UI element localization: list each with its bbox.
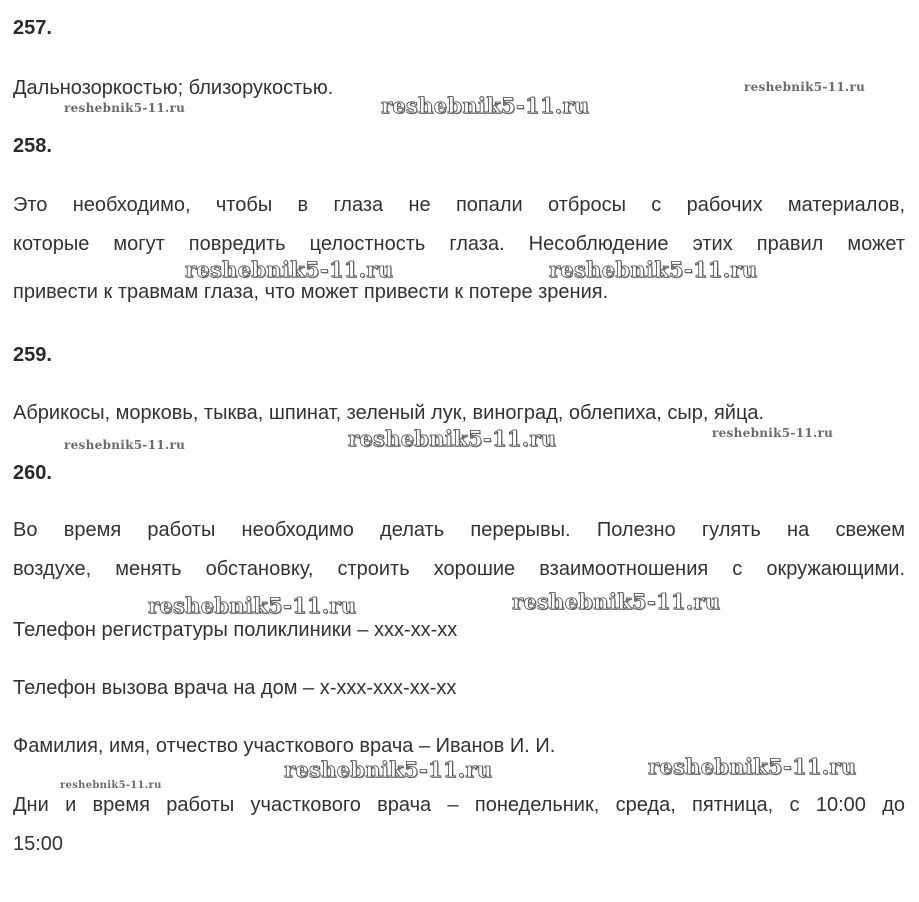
task-260-answer-line-2: воздухе, менять обстановку, строить хорошие взаимоотношения с окружающими. [13,558,905,580]
task-260-doctor-hours-line-1: Дни и время работы участкового врача – понедельник, среда, пятница, с 10:00 до [13,794,905,816]
watermark: reshebnik5-11.ru [712,426,834,440]
watermark: reshebnik5-11.ru [381,93,590,118]
task-259-answer-line-1: Абрикосы, морковь, тыква, шпинат, зеленый лук, виноград, облепиха, сыр, яйца. [13,402,765,424]
task-number-258: 258. [13,135,52,157]
task-number-260: 260. [13,462,52,484]
watermark: reshebnik5-11.ru [512,589,721,614]
task-257-answer-line-1: Дальнозоркостью; близорукостью. [13,77,334,99]
task-number-259: 259. [13,344,52,366]
watermark: reshebnik5-11.ru [60,780,162,791]
watermark: reshebnik5-11.ru [348,426,557,451]
watermark: reshebnik5-11.ru [648,754,857,779]
watermark: reshebnik5-11.ru [64,101,186,115]
watermark: reshebnik5-11.ru [549,257,758,282]
watermark: reshebnik5-11.ru [284,757,493,782]
task-258-answer-line-2: которые могут повредить целостность глаза. Несоблюдение этих правил может [13,233,905,255]
task-260-doctor-hours-line-2: 15:00 [13,833,64,855]
watermark: reshebnik5-11.ru [185,257,394,282]
watermark: reshebnik5-11.ru [64,438,186,452]
task-258-answer-line-1: Это необходимо, чтобы в глаза не попали отбросы с рабочих материалов, [13,194,905,216]
task-260-phone-doctor-home: Телефон вызова врача на дом – x-xxx-xxx-xx-xx [13,677,457,699]
task-number-257: 257. [13,17,52,39]
task-260-phone-registry: Телефон регистратуры поликлиники – xxx-xx-xx [13,619,458,641]
task-260-answer-line-1: Во время работы необходимо делать перерывы. Полезно гулять на свежем [13,519,905,541]
task-258-answer-line-3: привести к травмам глаза, что может привести к потере зрения. [13,281,609,303]
watermark: reshebnik5-11.ru [744,80,866,94]
watermark: reshebnik5-11.ru [148,593,357,618]
task-260-doctor-name: Фамилия, имя, отчество участкового врача – Иванов И. И. [13,735,556,757]
